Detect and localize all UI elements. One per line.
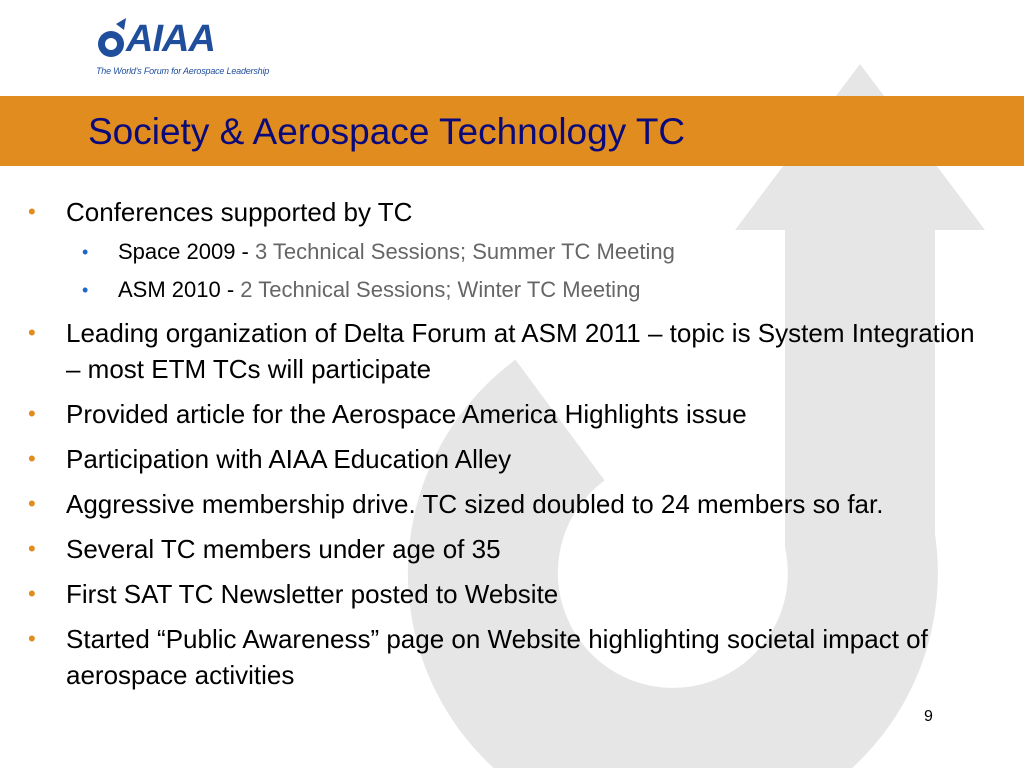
bullet-item <box>28 194 988 230</box>
bullet-text: Participation with AIAA Education Alley <box>66 444 512 474</box>
bullet-dot-icon: • <box>28 401 36 426</box>
slide-title: Society & Aerospace Technology TC <box>88 111 686 152</box>
sub-bullet-lead: ASM 2010 - <box>118 277 241 302</box>
sub-bullet-item <box>28 275 988 305</box>
bullet-item <box>28 396 988 432</box>
logo-wordmark: AIAA <box>126 18 215 60</box>
bullet-text: First SAT TC Newsletter posted to Website <box>66 579 559 609</box>
sub-bullet-item <box>28 237 988 267</box>
bullet-dot-icon: • <box>28 199 36 224</box>
bullet-dot-icon: • <box>28 626 36 651</box>
bullet-text: Provided article for the Aerospace America Highlights issue <box>66 399 747 429</box>
bullet-item <box>28 576 988 612</box>
page-number: 9 <box>924 708 933 725</box>
bullet-dot-icon: • <box>28 581 36 606</box>
bullet-text: Conferences supported by TC <box>66 197 413 227</box>
sub-bullet-dot-icon: • <box>82 242 89 262</box>
bullet-text: Several TC members under age of 35 <box>66 534 501 564</box>
bullet-list <box>28 194 988 702</box>
bullet-item <box>28 486 988 522</box>
bullet-text: Started “Public Awareness” page on Website highlighting societal impact of aerospace activities <box>66 624 928 690</box>
sub-bullet-lead: Space 2009 - <box>118 239 255 264</box>
bullet-dot-icon: • <box>28 320 36 345</box>
bullet-dot-icon: • <box>28 446 36 471</box>
sub-bullet-detail: 3 Technical Sessions; Summer TC Meeting <box>254 239 675 264</box>
bullet-item <box>28 621 988 693</box>
bullet-dot-icon: • <box>28 536 36 561</box>
bullet-text: Aggressive membership drive. TC sized doubled to 24 members so far. <box>66 489 884 519</box>
sub-bullet-detail: 2 Technical Sessions; Winter TC Meeting <box>240 277 641 302</box>
bullet-item <box>28 531 988 567</box>
bullet-item <box>28 315 988 387</box>
bullet-text: Leading organization of Delta Forum at ASM 2011 – topic is System Integration – most ETM TCs will participate <box>66 318 975 384</box>
bullet-item <box>28 441 988 477</box>
sub-bullet-dot-icon: • <box>82 280 89 300</box>
bullet-dot-icon: • <box>28 491 36 516</box>
logo-tagline: The World's Forum for Aerospace Leadership <box>96 66 270 76</box>
